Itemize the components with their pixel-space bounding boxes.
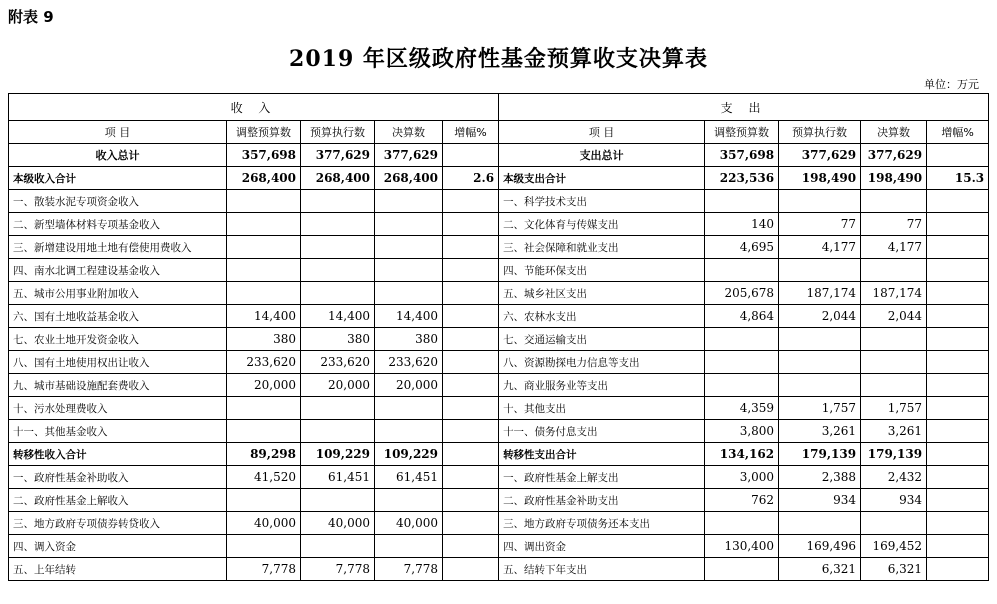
income-section-header: 收 入 — [9, 94, 499, 121]
income-growth-cell — [443, 259, 499, 282]
table-row — [9, 558, 989, 581]
income-header-executed: 预算执行数 — [301, 121, 375, 144]
expense-header-executed: 预算执行数 — [779, 121, 861, 144]
expense-growth-cell — [927, 374, 989, 397]
expense-item-cell: 六、农林水支出 — [499, 305, 705, 328]
income-executed-cell: 61,451 — [301, 466, 375, 489]
unit-label: 单位：万元 — [924, 78, 979, 91]
expense-executed-cell: 198,490 — [779, 167, 861, 190]
expense-executed-cell: 187,174 — [779, 282, 861, 305]
income-growth-cell — [443, 420, 499, 443]
income-final-cell: 377,629 — [375, 144, 443, 167]
expense-growth-cell — [927, 351, 989, 374]
income-final-cell — [375, 213, 443, 236]
expense-final-cell: 2,044 — [861, 305, 927, 328]
income-adjusted-cell — [227, 213, 301, 236]
income-adjusted-cell: 357,698 — [227, 144, 301, 167]
income-executed-cell — [301, 397, 375, 420]
expense-executed-cell — [779, 190, 861, 213]
expense-header-item: 项 目 — [499, 121, 705, 144]
income-growth-cell — [443, 328, 499, 351]
table-row — [9, 397, 989, 420]
income-adjusted-cell: 41,520 — [227, 466, 301, 489]
expense-item-cell: 四、调出资金 — [499, 535, 705, 558]
expense-adjusted-cell — [705, 374, 779, 397]
income-item-cell: 五、上年结转 — [9, 558, 227, 581]
expense-item-cell: 八、资源勘探电力信息等支出 — [499, 351, 705, 374]
income-executed-cell — [301, 259, 375, 282]
income-header-item: 项 目 — [9, 121, 227, 144]
income-adjusted-cell: 380 — [227, 328, 301, 351]
table-row — [9, 282, 989, 305]
income-final-cell: 109,229 — [375, 443, 443, 466]
expense-growth-cell — [927, 420, 989, 443]
income-adjusted-cell — [227, 397, 301, 420]
income-item-cell: 二、新型墙体材料专项基金收入 — [9, 213, 227, 236]
income-item-cell: 十一、其他基金收入 — [9, 420, 227, 443]
income-executed-cell — [301, 282, 375, 305]
income-executed-cell — [301, 489, 375, 512]
expense-item-cell: 七、交通运输支出 — [499, 328, 705, 351]
expense-adjusted-cell: 205,678 — [705, 282, 779, 305]
income-item-cell: 三、地方政府专项债券转贷收入 — [9, 512, 227, 535]
expense-header-growth: 增幅% — [927, 121, 989, 144]
income-adjusted-cell — [227, 282, 301, 305]
income-final-cell: 380 — [375, 328, 443, 351]
expense-growth-cell — [927, 282, 989, 305]
expense-final-cell — [861, 512, 927, 535]
table-row — [9, 305, 989, 328]
income-executed-cell: 40,000 — [301, 512, 375, 535]
income-final-cell: 7,778 — [375, 558, 443, 581]
expense-item-cell: 本级支出合计 — [499, 167, 705, 190]
expense-executed-cell — [779, 259, 861, 282]
income-adjusted-cell: 20,000 — [227, 374, 301, 397]
income-final-cell: 268,400 — [375, 167, 443, 190]
income-item-cell: 十、污水处理费收入 — [9, 397, 227, 420]
income-final-cell: 40,000 — [375, 512, 443, 535]
table-row — [9, 443, 989, 466]
expense-executed-cell: 169,496 — [779, 535, 861, 558]
income-adjusted-cell — [227, 259, 301, 282]
expense-executed-cell — [779, 328, 861, 351]
table-row — [9, 213, 989, 236]
expense-final-cell — [861, 259, 927, 282]
expense-growth-cell — [927, 443, 989, 466]
table-row — [9, 259, 989, 282]
income-header-final: 决算数 — [375, 121, 443, 144]
expense-item-cell: 十、其他支出 — [499, 397, 705, 420]
expense-executed-cell — [779, 351, 861, 374]
income-final-cell — [375, 190, 443, 213]
expense-growth-cell — [927, 397, 989, 420]
income-item-cell: 本级收入合计 — [9, 167, 227, 190]
expense-adjusted-cell — [705, 351, 779, 374]
income-final-cell: 233,620 — [375, 351, 443, 374]
table-row — [9, 489, 989, 512]
column-header-row — [9, 121, 989, 144]
expense-adjusted-cell: 134,162 — [705, 443, 779, 466]
budget-table — [8, 93, 989, 581]
income-final-cell: 14,400 — [375, 305, 443, 328]
expense-final-cell: 377,629 — [861, 144, 927, 167]
income-final-cell — [375, 282, 443, 305]
income-adjusted-cell — [227, 236, 301, 259]
income-executed-cell: 377,629 — [301, 144, 375, 167]
section-header-row — [9, 94, 989, 121]
expense-adjusted-cell: 130,400 — [705, 535, 779, 558]
table-row — [9, 535, 989, 558]
expense-item-cell: 支出总计 — [499, 144, 705, 167]
expense-growth-cell — [927, 535, 989, 558]
expense-adjusted-cell — [705, 259, 779, 282]
expense-item-cell: 三、社会保障和就业支出 — [499, 236, 705, 259]
table-row — [9, 328, 989, 351]
table-row — [9, 236, 989, 259]
expense-adjusted-cell — [705, 190, 779, 213]
income-item-cell: 九、城市基础设施配套费收入 — [9, 374, 227, 397]
income-growth-cell — [443, 512, 499, 535]
income-growth-cell: 2.6 — [443, 167, 499, 190]
expense-executed-cell: 1,757 — [779, 397, 861, 420]
expense-growth-cell — [927, 190, 989, 213]
income-item-cell: 收入总计 — [9, 144, 227, 167]
expense-final-cell: 198,490 — [861, 167, 927, 190]
income-final-cell — [375, 420, 443, 443]
expense-final-cell: 934 — [861, 489, 927, 512]
income-item-cell: 四、南水北调工程建设基金收入 — [9, 259, 227, 282]
income-growth-cell — [443, 443, 499, 466]
expense-executed-cell — [779, 512, 861, 535]
income-header-growth: 增幅% — [443, 121, 499, 144]
income-adjusted-cell — [227, 489, 301, 512]
expense-final-cell: 179,139 — [861, 443, 927, 466]
budget-table-body — [9, 144, 989, 581]
income-final-cell — [375, 535, 443, 558]
income-executed-cell: 233,620 — [301, 351, 375, 374]
income-growth-cell — [443, 236, 499, 259]
expense-item-cell: 九、商业服务业等支出 — [499, 374, 705, 397]
attachment-label: 附表 9 — [8, 8, 54, 26]
income-item-cell: 转移性收入合计 — [9, 443, 227, 466]
expense-item-cell: 转移性支出合计 — [499, 443, 705, 466]
expense-final-cell: 2,432 — [861, 466, 927, 489]
income-growth-cell — [443, 213, 499, 236]
expense-final-cell — [861, 190, 927, 213]
income-adjusted-cell — [227, 420, 301, 443]
income-executed-cell: 14,400 — [301, 305, 375, 328]
expense-header-final: 决算数 — [861, 121, 927, 144]
income-final-cell — [375, 397, 443, 420]
expense-executed-cell: 6,321 — [779, 558, 861, 581]
income-growth-cell — [443, 305, 499, 328]
income-growth-cell — [443, 282, 499, 305]
expense-final-cell: 1,757 — [861, 397, 927, 420]
income-executed-cell — [301, 420, 375, 443]
income-executed-cell — [301, 236, 375, 259]
expense-adjusted-cell — [705, 512, 779, 535]
expense-section-header: 支 出 — [499, 94, 989, 121]
expense-final-cell: 77 — [861, 213, 927, 236]
income-item-cell: 四、调入资金 — [9, 535, 227, 558]
expense-item-cell: 二、政府性基金补助支出 — [499, 489, 705, 512]
income-item-cell: 一、政府性基金补助收入 — [9, 466, 227, 489]
expense-executed-cell: 4,177 — [779, 236, 861, 259]
table-row — [9, 351, 989, 374]
expense-adjusted-cell: 4,359 — [705, 397, 779, 420]
expense-growth-cell — [927, 144, 989, 167]
expense-growth-cell — [927, 512, 989, 535]
expense-item-cell: 一、政府性基金上解支出 — [499, 466, 705, 489]
expense-growth-cell — [927, 328, 989, 351]
income-executed-cell: 380 — [301, 328, 375, 351]
income-growth-cell — [443, 144, 499, 167]
income-item-cell: 五、城市公用事业附加收入 — [9, 282, 227, 305]
expense-growth-cell — [927, 466, 989, 489]
expense-executed-cell: 2,388 — [779, 466, 861, 489]
income-item-cell: 六、国有土地收益基金收入 — [9, 305, 227, 328]
expense-final-cell — [861, 374, 927, 397]
page-title: 2019 年区级政府性基金预算收支决算表 — [289, 46, 708, 72]
expense-growth-cell — [927, 236, 989, 259]
income-header-adjusted: 调整预算数 — [227, 121, 301, 144]
expense-adjusted-cell — [705, 558, 779, 581]
expense-adjusted-cell: 3,000 — [705, 466, 779, 489]
expense-header-adjusted: 调整预算数 — [705, 121, 779, 144]
income-growth-cell — [443, 190, 499, 213]
income-adjusted-cell — [227, 535, 301, 558]
income-adjusted-cell: 7,778 — [227, 558, 301, 581]
table-row — [9, 144, 989, 167]
expense-final-cell: 3,261 — [861, 420, 927, 443]
income-item-cell: 七、农业土地开发资金收入 — [9, 328, 227, 351]
income-adjusted-cell: 89,298 — [227, 443, 301, 466]
expense-final-cell: 4,177 — [861, 236, 927, 259]
expense-adjusted-cell: 4,695 — [705, 236, 779, 259]
expense-adjusted-cell — [705, 328, 779, 351]
income-item-cell: 八、国有土地使用权出让收入 — [9, 351, 227, 374]
income-item-cell: 一、散装水泥专项资金收入 — [9, 190, 227, 213]
income-growth-cell — [443, 489, 499, 512]
expense-executed-cell — [779, 374, 861, 397]
expense-final-cell — [861, 351, 927, 374]
income-adjusted-cell: 40,000 — [227, 512, 301, 535]
expense-growth-cell — [927, 213, 989, 236]
income-final-cell: 61,451 — [375, 466, 443, 489]
expense-adjusted-cell: 140 — [705, 213, 779, 236]
expense-item-cell: 三、地方政府专项债务还本支出 — [499, 512, 705, 535]
income-adjusted-cell — [227, 190, 301, 213]
expense-item-cell: 五、城乡社区支出 — [499, 282, 705, 305]
income-executed-cell — [301, 535, 375, 558]
table-row — [9, 420, 989, 443]
expense-item-cell: 一、科学技术支出 — [499, 190, 705, 213]
expense-growth-cell: 15.3 — [927, 167, 989, 190]
table-row — [9, 466, 989, 489]
income-executed-cell: 20,000 — [301, 374, 375, 397]
income-final-cell — [375, 259, 443, 282]
income-growth-cell — [443, 397, 499, 420]
expense-growth-cell — [927, 259, 989, 282]
expense-adjusted-cell: 762 — [705, 489, 779, 512]
expense-growth-cell — [927, 558, 989, 581]
income-executed-cell: 109,229 — [301, 443, 375, 466]
expense-adjusted-cell: 357,698 — [705, 144, 779, 167]
expense-adjusted-cell: 4,864 — [705, 305, 779, 328]
expense-growth-cell — [927, 305, 989, 328]
income-executed-cell: 268,400 — [301, 167, 375, 190]
income-final-cell: 20,000 — [375, 374, 443, 397]
income-growth-cell — [443, 466, 499, 489]
table-row — [9, 190, 989, 213]
income-growth-cell — [443, 558, 499, 581]
expense-adjusted-cell: 223,536 — [705, 167, 779, 190]
expense-item-cell: 二、文化体育与传媒支出 — [499, 213, 705, 236]
expense-executed-cell: 377,629 — [779, 144, 861, 167]
expense-executed-cell: 934 — [779, 489, 861, 512]
expense-item-cell: 五、结转下年支出 — [499, 558, 705, 581]
expense-final-cell: 169,452 — [861, 535, 927, 558]
income-item-cell: 二、政府性基金上解收入 — [9, 489, 227, 512]
expense-item-cell: 四、节能环保支出 — [499, 259, 705, 282]
expense-executed-cell: 77 — [779, 213, 861, 236]
income-executed-cell — [301, 190, 375, 213]
income-adjusted-cell: 268,400 — [227, 167, 301, 190]
income-final-cell — [375, 489, 443, 512]
table-row — [9, 512, 989, 535]
expense-final-cell — [861, 328, 927, 351]
income-executed-cell — [301, 213, 375, 236]
income-growth-cell — [443, 351, 499, 374]
expense-executed-cell: 2,044 — [779, 305, 861, 328]
income-item-cell: 三、新增建设用地土地有偿使用费收入 — [9, 236, 227, 259]
expense-executed-cell: 3,261 — [779, 420, 861, 443]
income-growth-cell — [443, 535, 499, 558]
expense-final-cell: 6,321 — [861, 558, 927, 581]
income-adjusted-cell: 14,400 — [227, 305, 301, 328]
expense-growth-cell — [927, 489, 989, 512]
income-executed-cell: 7,778 — [301, 558, 375, 581]
table-row — [9, 374, 989, 397]
expense-item-cell: 十一、债务付息支出 — [499, 420, 705, 443]
expense-adjusted-cell: 3,800 — [705, 420, 779, 443]
expense-executed-cell: 179,139 — [779, 443, 861, 466]
income-final-cell — [375, 236, 443, 259]
table-row — [9, 167, 989, 190]
income-growth-cell — [443, 374, 499, 397]
income-adjusted-cell: 233,620 — [227, 351, 301, 374]
expense-final-cell: 187,174 — [861, 282, 927, 305]
